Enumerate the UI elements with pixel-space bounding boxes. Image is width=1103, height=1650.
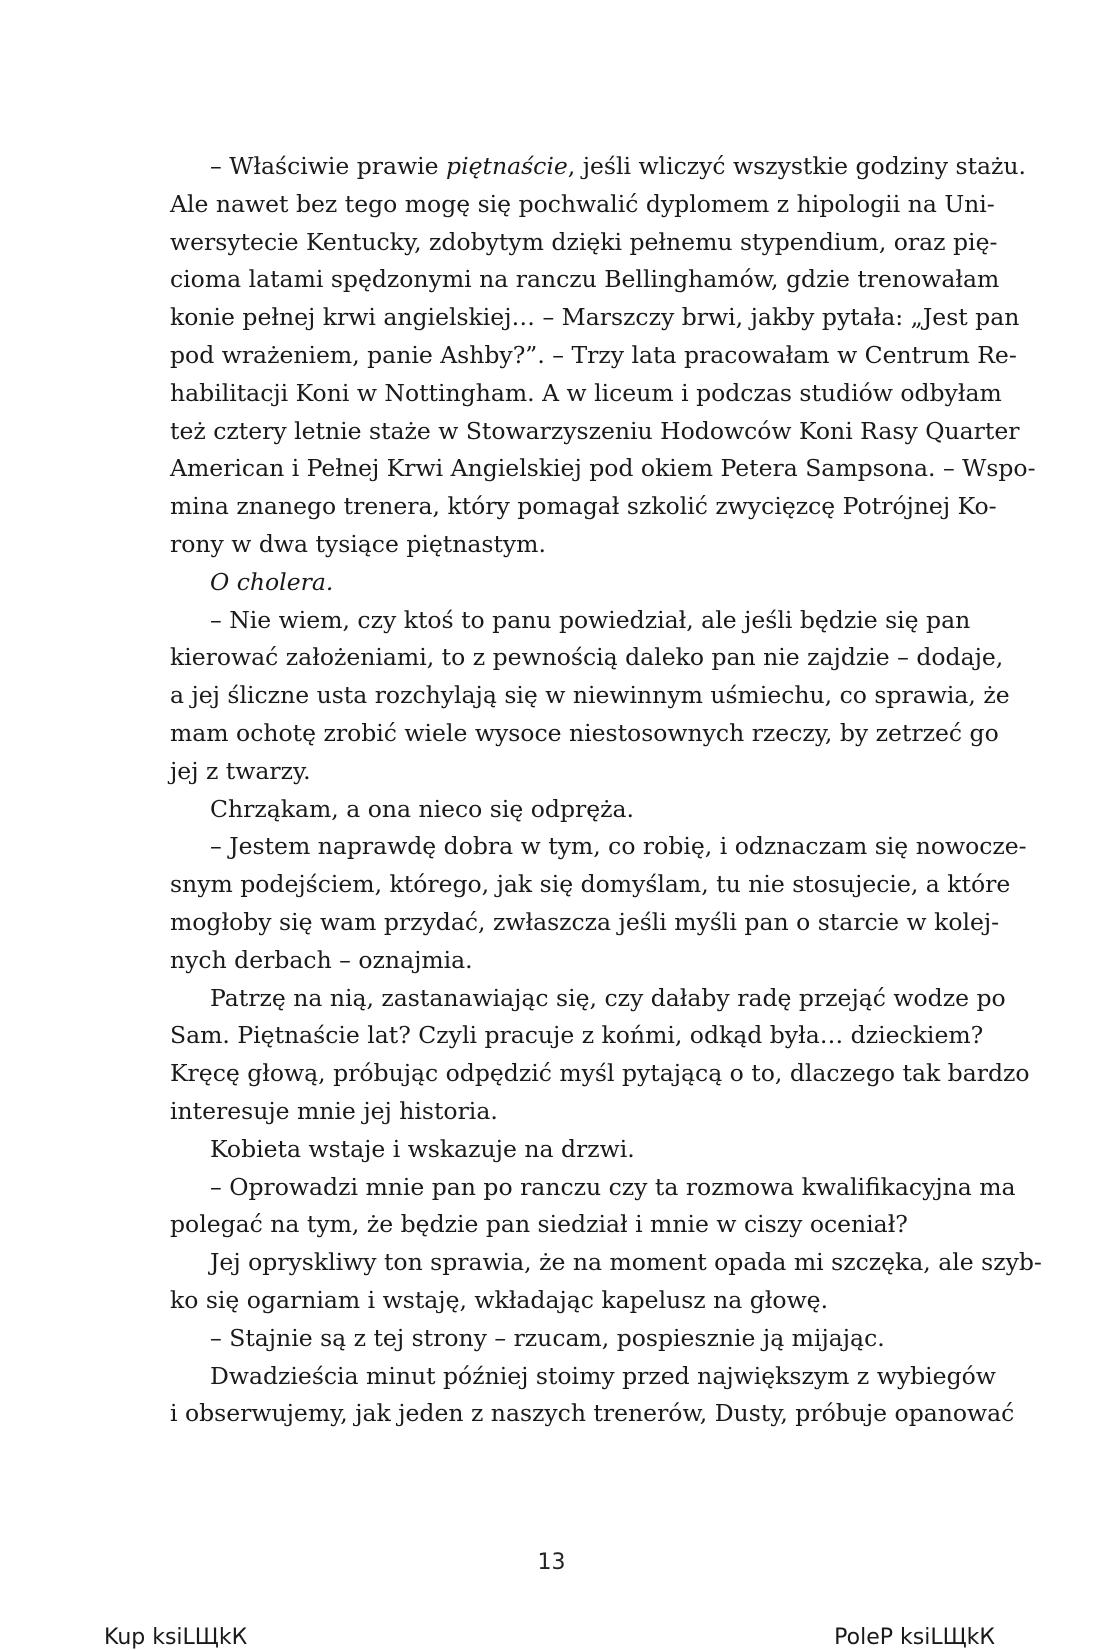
body-line: rony w dwa tysiące piętnastym.: [170, 529, 546, 558]
body-line: [170, 148, 1027, 186]
body-line: Jej opryskliwy ton sprawia, że na moment opada mi szczęka, ale szyb-: [210, 1248, 1042, 1277]
body-line: nych derbach – oznajmia.: [170, 945, 473, 974]
body-line: – Jestem naprawdę dobra w tym, co robię, i odznaczam się nowocze-: [210, 832, 1027, 861]
body-line: mogłoby się wam przydać, zwłaszcza jeśli myśli pan o starcie w kolej-: [170, 907, 1000, 936]
body-line: też cztery letnie staże w Stowarzyszeniu Hodowców Koni Rasy Quarter: [170, 416, 1020, 445]
body-line: konie pełnej krwi angielskiej… – Marszczy brwi, jakby pytała: „Jest pan: [170, 303, 1020, 332]
recommend-book-link[interactable]: PoleP ksiLЩkК: [834, 1625, 995, 1650]
body-line: Dwadzieścia minut później stoimy przed największym z wybiegów: [210, 1361, 996, 1390]
body-line: ko się ogarniam i wstaję, wkładając kapelusz na głowę.: [170, 1285, 829, 1314]
body-line: Kręcę głową, próbując odpędzić myśl pytającą o to, dlaczego tak bardzo: [170, 1059, 1030, 1088]
body-line: Kobieta wstaje i wskazuje na drzwi.: [210, 1134, 635, 1163]
body-line: kierować założeniami, to z pewnością daleko pan nie zajdzie – dodaje,: [170, 643, 1004, 672]
body-line: Ale nawet bez tego mogę się pochwalić dyplomem z hipologii na Uni-: [170, 189, 995, 218]
body-line: i obserwujemy, jak jeden z naszych trenerów, Dusty, próbuje opanować: [170, 1399, 1015, 1428]
body-text: , jeśli wliczyć wszystkie godziny stażu.: [567, 152, 1027, 180]
body-line: habilitacji Koni w Nottingham. A w liceum i podczas studiów odbyłam: [170, 378, 1002, 407]
body-line: mina znanego trenera, który pomagał szkolić zwycięzcę Potrójnej Ko-: [170, 492, 997, 521]
body-line: – Stajnie są z tej strony – rzucam, pospiesznie ją mijając.: [210, 1323, 885, 1352]
body-line: Chrząkam, a ona nieco się odpręża.: [210, 794, 634, 823]
page-number: 13: [537, 1550, 566, 1575]
body-line: a jej śliczne usta rozchylają się w niewinnym uśmiechu, co sprawia, że: [170, 681, 1010, 710]
body-text-italic: piętnaście: [446, 152, 568, 180]
body-line: American i Pełnej Krwi Angielskiej pod okiem Petera Sampsona. – Wspo-: [170, 454, 1036, 483]
body-line: jej z twarzy.: [170, 756, 311, 785]
body-line: – Oprowadzi mnie pan po ranczu czy ta rozmowa kwalifikacyjna ma: [210, 1172, 1016, 1201]
body-line: interesuje mnie jej historia.: [170, 1096, 498, 1125]
body-line: – Nie wiem, czy ktoś to panu powiedział, ale jeśli będzie się pan: [210, 605, 971, 634]
body-line: pod wrażeniem, panie Ashby?”. – Trzy lata pracowałam w Centrum Re-: [170, 340, 1017, 369]
body-text: – Właściwie prawie: [210, 152, 447, 180]
body-line: polegać na tym, że będzie pan siedział i mnie w ciszy oceniał?: [170, 1210, 908, 1239]
body-line: Patrzę na nią, zastanawiając się, czy dałaby radę przejąć wodze po: [210, 983, 1006, 1012]
body-line: wersytecie Kentucky, zdobytym dzięki pełnemu stypendium, oraz pię-: [170, 227, 998, 256]
body-line: Sam. Piętnaście lat? Czyli pracuje z końmi, odkąd była… dzieckiem?: [170, 1021, 984, 1050]
page-body: [170, 148, 1042, 1433]
body-line-italic: O cholera.: [210, 567, 334, 596]
buy-book-link[interactable]: Kup ksiLЩkК: [104, 1625, 248, 1650]
body-line: mam ochotę zrobić wiele wysoce niestosownych rzeczy, by zetrzeć go: [170, 718, 999, 747]
body-line: cioma latami spędzonymi na ranczu Bellinghamów, gdzie trenowałam: [170, 265, 1000, 294]
body-line: snym podejściem, którego, jak się domyślam, tu nie stosujecie, a które: [170, 870, 1011, 899]
